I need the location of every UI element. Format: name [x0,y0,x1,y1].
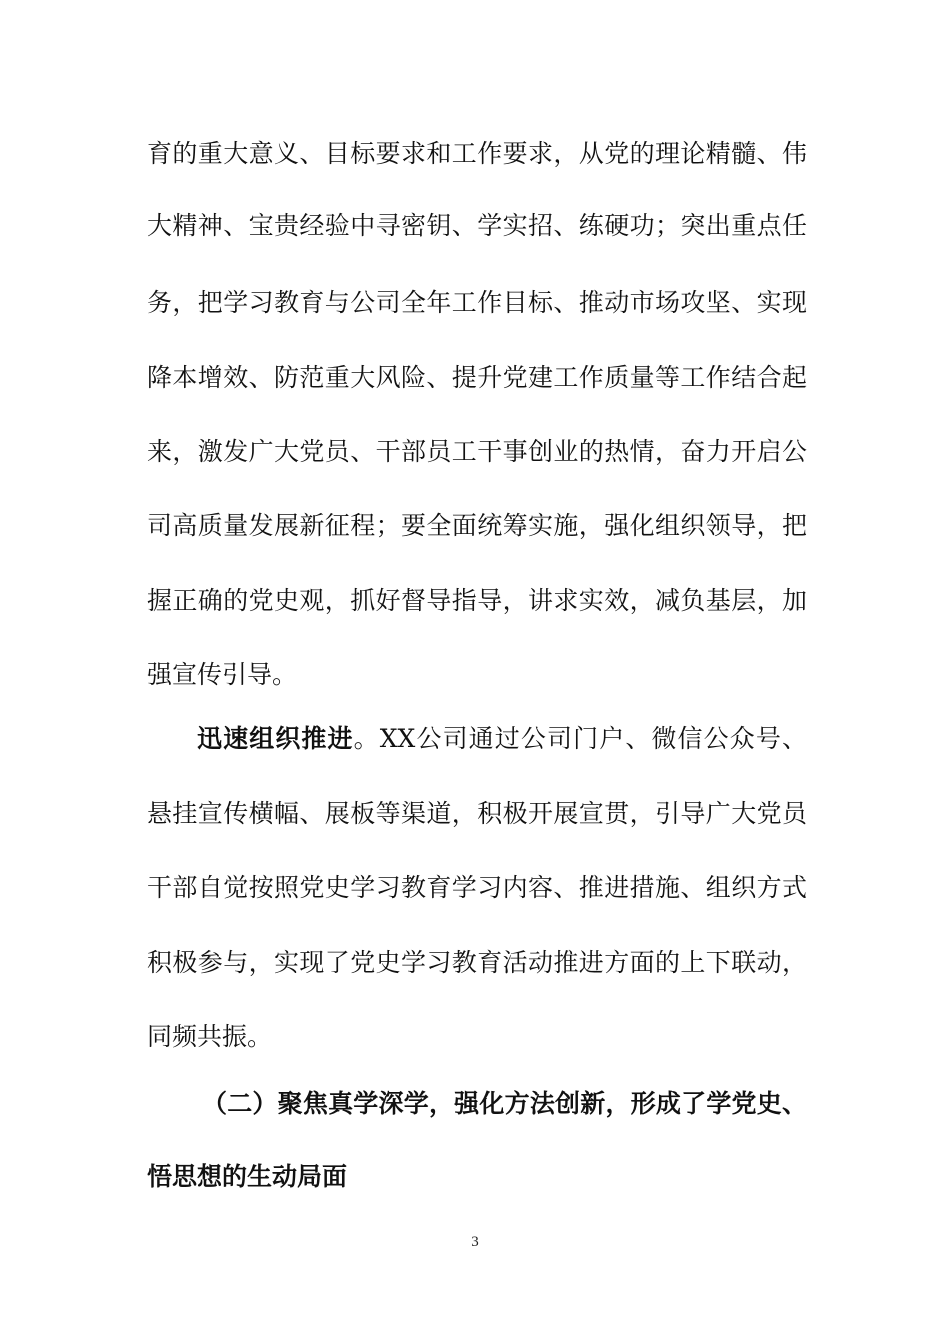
paragraph-line: 干部自觉按照党史学习教育学习内容、推进措施、组织方式 [147,873,807,902]
paragraph-line: 积极参与，实现了党史学习教育活动推进方面的上下联动， [147,948,807,977]
paragraph-line-rest: 。XX公司通过公司门户、微信公众号、 [353,724,807,753]
section-heading-line: 悟思想的生动局面 [147,1162,348,1191]
paragraph-line: 握正确的党史观，抓好督导指导，讲求实效，减负基层，加 [147,586,807,615]
paragraph-line: 务，把学习教育与公司全年工作目标、推动市场攻坚、实现 [147,288,807,317]
section-heading-line: （二）聚焦真学深学，强化方法创新，形成了学党史、 [202,1089,807,1118]
page-number: 3 [471,1234,479,1250]
paragraph-line: 来，激发广大党员、干部员工干事创业的热情，奋力开启公 [147,437,807,466]
paragraph-line: 司高质量发展新征程；要全面统筹实施，强化组织领导，把 [147,511,807,540]
paragraph-lead-bold: 迅速组织推进 [197,724,354,753]
paragraph-line: 育的重大意义、目标要求和工作要求，从党的理论精髓、伟 [147,139,807,168]
paragraph-first-line [197,719,807,759]
paragraph-line: 悬挂宣传横幅、展板等渠道，积极开展宣贯，引导广大党员 [147,799,807,828]
paragraph-line: 同频共振。 [147,1022,273,1051]
paragraph-line: 降本增效、防范重大风险、提升党建工作质量等工作结合起 [147,363,807,392]
paragraph-line: 强宣传引导。 [147,660,298,689]
paragraph-line: 大精神、宝贵经验中寻密钥、学实招、练硬功；突出重点任 [147,211,807,240]
